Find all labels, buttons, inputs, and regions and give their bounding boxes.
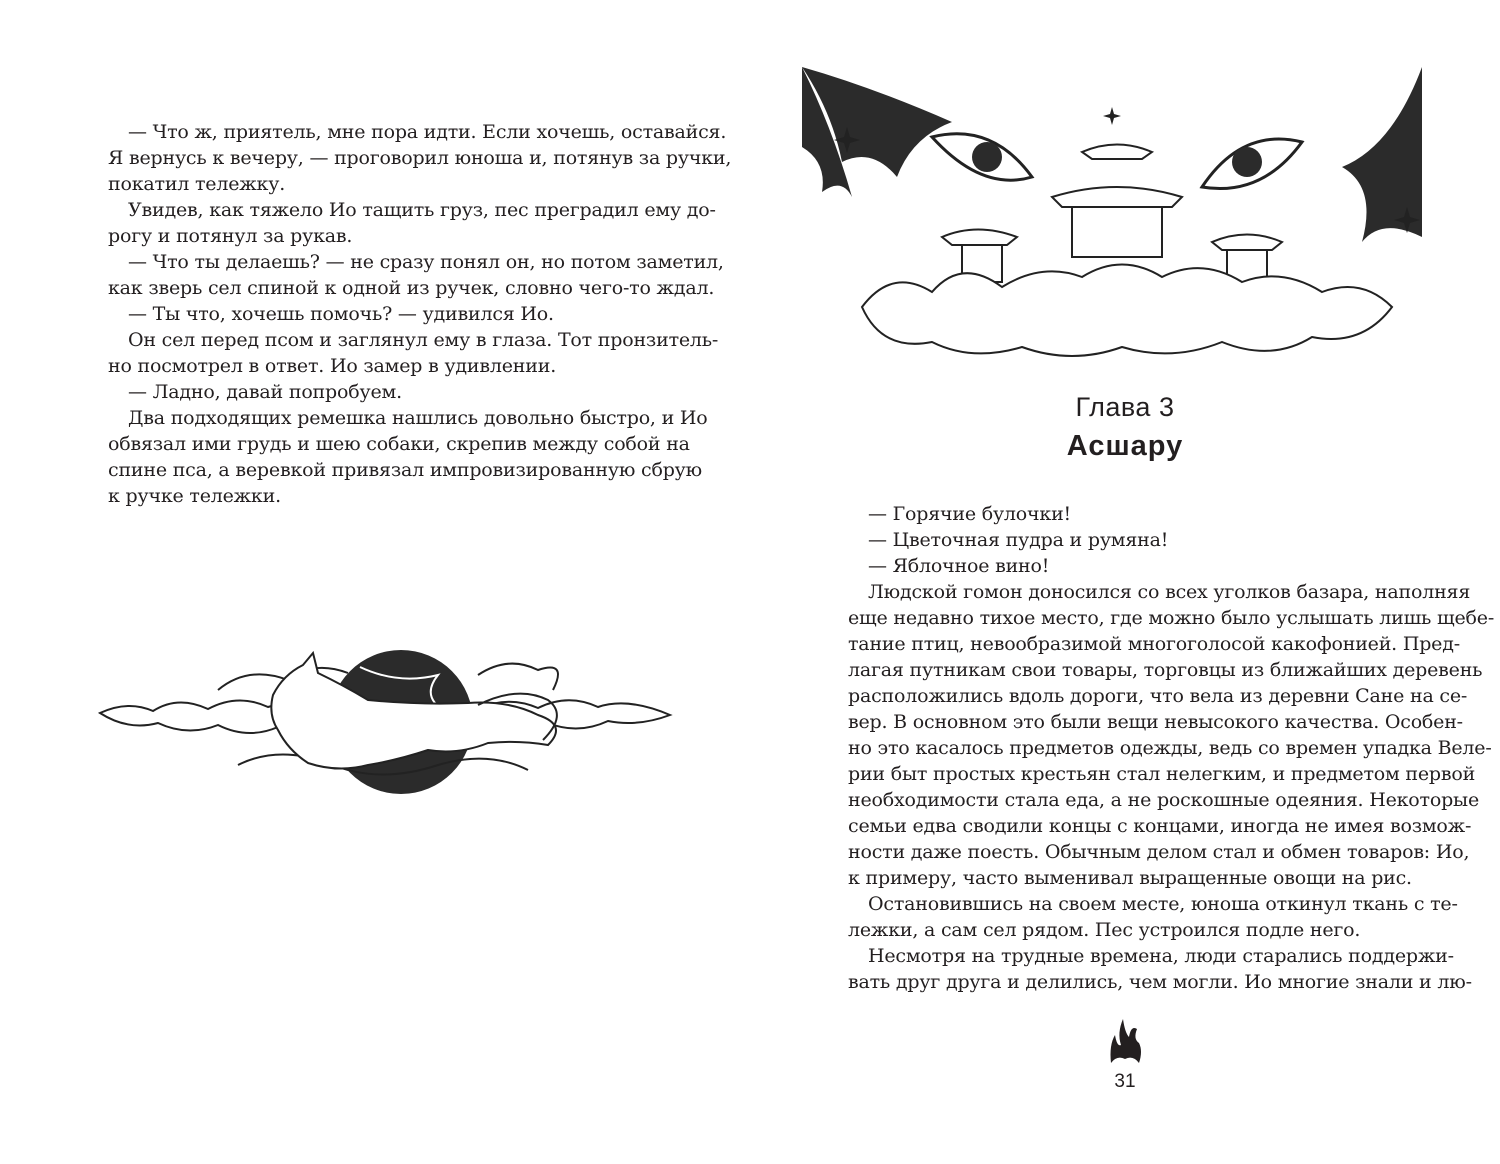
text-line: семьи едва сводили концы с концами, иногда не имея возмож- — [848, 815, 1472, 837]
text-line: Увидев, как тяжело Ио тащить груз, пес преградил ему до- — [128, 199, 716, 221]
text-line: вер. В основном это были вещи невысокого качества. Особен- — [848, 711, 1463, 733]
text-line: расположились вдоль дороги, что вела из деревни Сане на се- — [848, 685, 1468, 707]
cloud-swirl-right — [478, 664, 558, 690]
text-line: к ручке тележки. — [108, 485, 281, 507]
text-line: покатил тележку. — [108, 173, 286, 195]
chapter-number: Глава 3 — [1075, 392, 1175, 422]
text-line: но это касалось предметов одежды, ведь со времен упадка Веле- — [848, 737, 1492, 759]
text-line: ности даже поесть. Обычным делом стал и обмен товаров: Ио, — [848, 841, 1470, 863]
text-line: но посмотрел в ответ. Ио замер в удивлении. — [108, 355, 557, 377]
text-line: Остановившись на своем месте, юноша откинул ткань с те- — [868, 893, 1458, 915]
right-page — [750, 0, 1500, 1164]
pagoda-roof-mid — [1052, 187, 1182, 207]
text-line: лежки, а сам сел рядом. Пес устроился подле него. — [848, 919, 1361, 941]
text-line: еще недавно тихое место, где можно было услышать лишь щебе- — [848, 607, 1495, 629]
text-line: Он сел перед псом и заглянул ему в глаза. Тот пронзитель- — [128, 329, 719, 351]
left-eye-pupil — [972, 142, 1002, 172]
text-line: лагая путникам свои товары, торговцы из ближайших деревень — [848, 659, 1483, 681]
chapter-header-illustration — [802, 67, 1422, 367]
text-line: рии быт простых крестьян стал нелегким, и предметом первой — [848, 763, 1476, 785]
text-line: Я вернусь к вечеру, — проговорил юноша и, потянув за ручки, — [108, 147, 732, 169]
text-line: Людской гомон доносился со всех уголков базара, наполняя — [868, 581, 1471, 603]
right-dark-wing — [1342, 67, 1422, 242]
cloud-bank — [862, 265, 1392, 357]
text-line: — Что ты делаешь? — не сразу понял он, но потом заметил, — [128, 251, 724, 273]
fox-cloud-illustration — [98, 645, 673, 810]
text-line: спине пса, а веревкой привязал импровизированную сбрую — [108, 459, 702, 481]
sparkle-icon — [1103, 107, 1121, 125]
right-eye-pupil — [1232, 147, 1262, 177]
text-line: необходимости стала еда, а не роскошные одеяния. Некоторые — [848, 789, 1480, 811]
text-line: Несмотря на трудные времена, люди старались поддержи- — [868, 945, 1454, 967]
chapter-title: Асшару — [1066, 430, 1184, 462]
text-line: — Что ж, приятель, мне пора идти. Если хочешь, оставайся. — [128, 121, 727, 143]
text-line: — Ты что, хочешь помочь? — удивился Ио. — [128, 303, 554, 325]
text-line: обвязал ими грудь и шею собаки, скрепив между собой на — [108, 433, 690, 455]
pagoda-roof-top — [1082, 145, 1152, 160]
pagoda-body — [1072, 207, 1162, 257]
text-line: вать друг друга и делились, чем могли. Ио многие знали и лю- — [848, 971, 1472, 993]
text-line: тание птиц, невообразимой многоголосой какофонией. Пред- — [848, 633, 1460, 655]
text-line: — Яблочное вино! — [868, 555, 1050, 577]
page-number: 31 — [1114, 1071, 1136, 1092]
text-line: рогу и потянул за рукав. — [108, 225, 353, 247]
text-line: Два подходящих ремешка нашлись довольно быстро, и Ио — [128, 407, 708, 429]
text-line: к примеру, часто выменивал выращенные овощи на рис. — [848, 867, 1412, 889]
text-line: как зверь сел спиной к одной из ручек, словно чего-то ждал. — [108, 277, 715, 299]
text-line: — Горячие булочки! — [868, 503, 1071, 525]
text-line: — Цветочная пудра и румяна! — [868, 529, 1169, 551]
text-line: — Ладно, давай попробуем. — [128, 381, 402, 403]
flame-emblem-icon — [1107, 1015, 1143, 1065]
